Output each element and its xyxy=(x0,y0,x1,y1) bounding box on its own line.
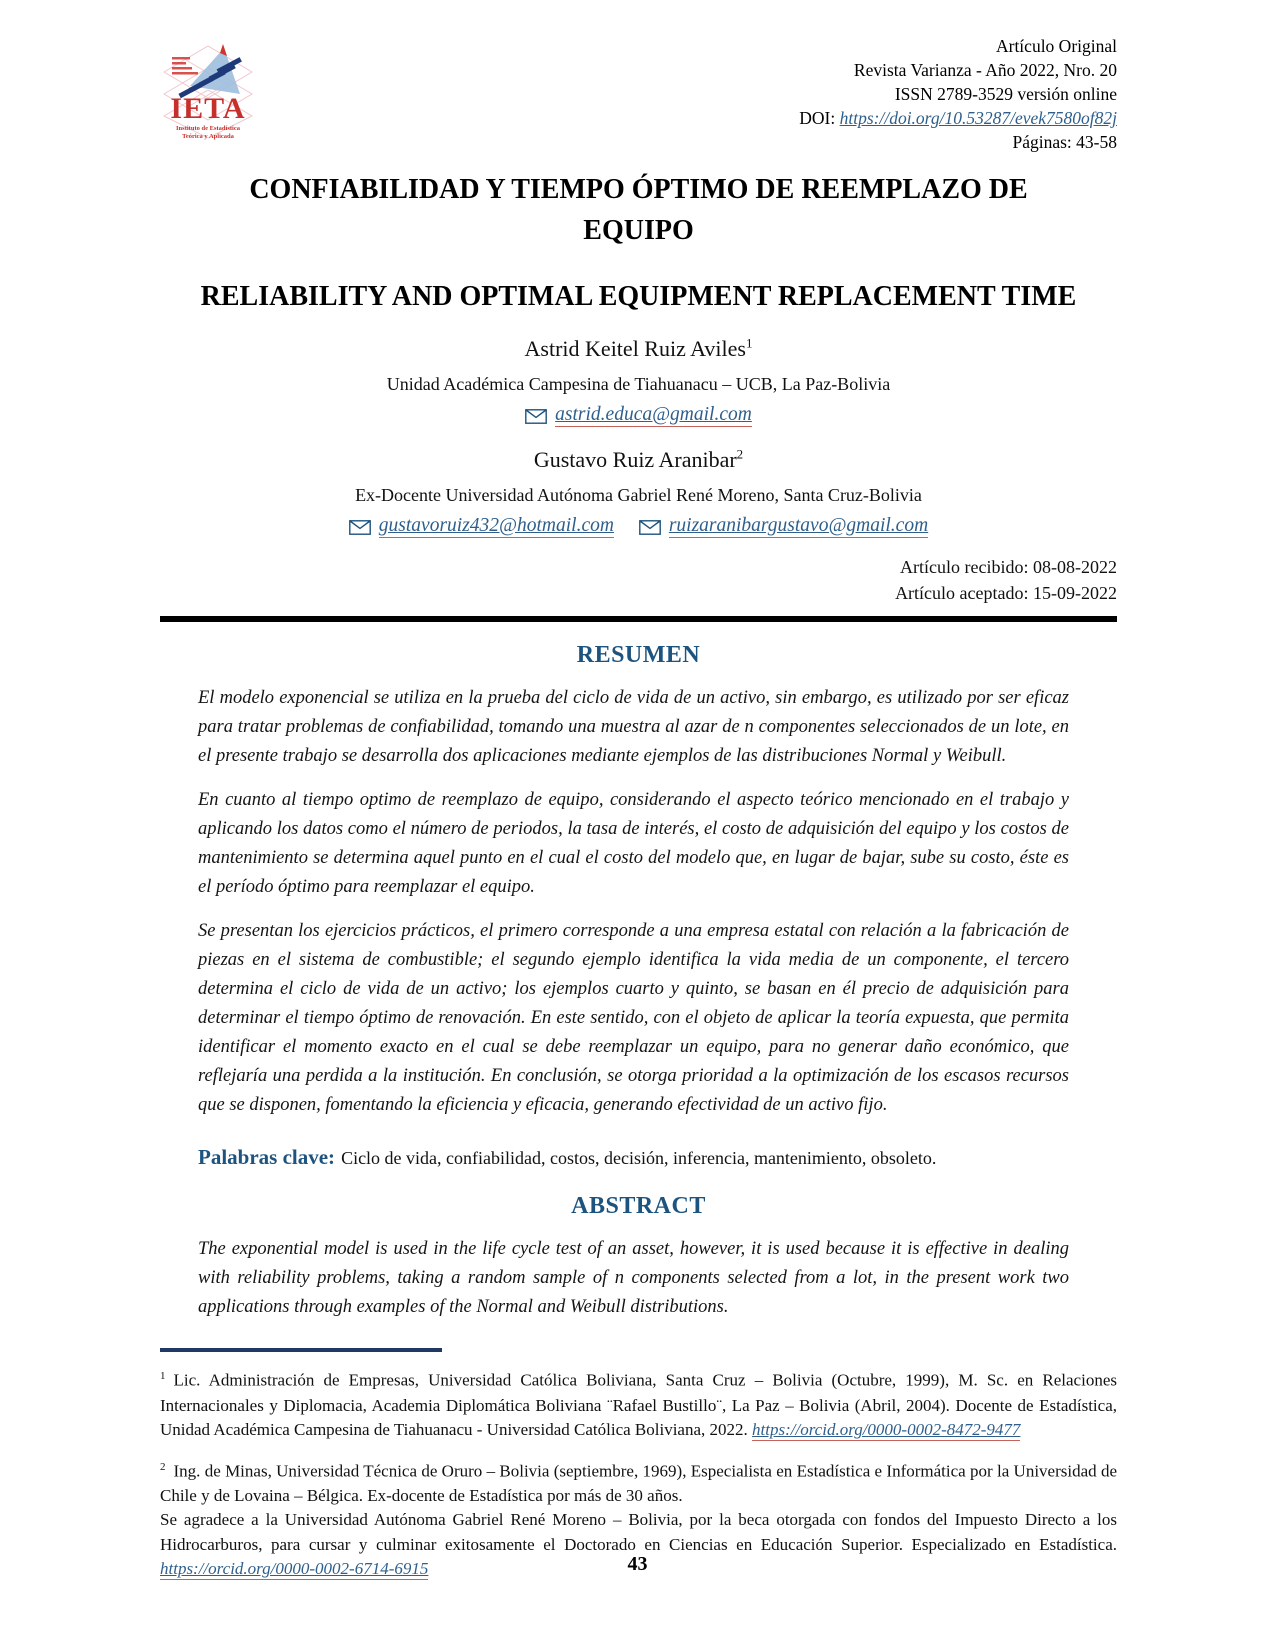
envelope-icon xyxy=(525,409,547,424)
author-1-email-row xyxy=(160,404,1117,429)
resumen-paragraph-2: En cuanto al tiempo optimo de reemplazo de equipo, considerando el aspecto teórico mencionado en el trabajo y aplicando los datos como el número de periodos, la tasa de interés, el costo de adquisición del equipo y los costos de mantenimiento se determina aquel punto en el cual el costo del modelo que, en lugar de bajar, sube su costo, éste es el período óptimo para reemplazar el equipo. xyxy=(198,789,1069,897)
title-block xyxy=(199,170,1079,318)
page-title-spanish: CONFIABILIDAD Y TIEMPO ÓPTIMO DE REEMPLAZO DE EQUIPO xyxy=(249,174,1028,246)
author-2-footnote-marker: 2 xyxy=(736,446,744,462)
date-received: Artículo recibido: 08-08-2022 xyxy=(900,556,1117,577)
footnote-2-marker: 2 xyxy=(160,1460,166,1473)
footnote-1-text: Lic. Administración de Empresas, Universidad Católica Boliviana, Santa Cruz – Bolivia (Octubre, 1999), M. Sc. en Relaciones Internacionales y Diplomacia, Academia Diplomática Boliviana ¨Rafael Bustillo¨, La Paz – Bolivia (Abril, 2004). Docente de Estadística, Unidad Académica Campesina de Tiahuanacu - Universidad Católica Boliviana, 2022. xyxy=(160,1371,1117,1440)
page-header xyxy=(160,34,1117,154)
author-1-affiliation: Unidad Académica Campesina de Tiahuanacu – UCB, La Paz-Bolivia xyxy=(386,373,891,394)
date-accepted: Artículo aceptado: 15-09-2022 xyxy=(895,582,1117,603)
footnote-1-marker: 1 xyxy=(160,1370,166,1383)
envelope-icon xyxy=(349,520,371,535)
resumen-paragraph-1: El modelo exponencial se utiliza en la prueba del ciclo de vida de un activo, sin embargo, es utilizado por ser eficaz para tratar problemas de confiabilidad, tomando una muestra al azar de n componentes seleccionados de un lote, en el presente trabajo se desarrolla dos aplicaciones mediante ejemplos de las distribuciones Normal y Weibull. xyxy=(198,687,1069,766)
author-1-email-link[interactable]: astrid.educa@gmail.com xyxy=(555,404,752,428)
footnote-separator xyxy=(160,1348,442,1352)
author-2-email-link-1[interactable]: gustavoruiz432@hotmail.com xyxy=(379,515,614,539)
abstract-paragraph: The exponential model is used in the life cycle test of an asset, however, it is used because it is effective in dealing with reliability problems, taking a random sample of n components selected from a lot, in the present work two applications through examples of the Normal and Weibull distributions. xyxy=(198,1239,1069,1318)
page-number: 43 xyxy=(627,1553,648,1575)
author-name-1: Astrid Keitel Ruiz Aviles$^1$ xyxy=(524,335,753,361)
pages-line: Páginas: 43-58 xyxy=(1012,132,1117,152)
keywords-text: Ciclo de vida, confiabilidad, costos, decisión, inferencia, mantenimiento, obsoleto. xyxy=(341,1147,937,1168)
header-divider xyxy=(160,616,1117,622)
doi-line xyxy=(799,106,1117,130)
author-2-email-row xyxy=(160,515,1117,540)
resumen-paragraph-3: Se presentan los ejercicios prácticos, el primero corresponde a una empresa estatal con relación a la fabricación de piezas en el sistema de combustible; el segundo ejemplo identifica la vida media de un componente, el tercero determina el ciclo de vida de un activo; los ejemplos cuarto y quinto, se basan en él precio de adquisición para determinar el tiempo óptimo de renovación. En este sentido, con el objeto de aplicar la teoría expuesta, que permita identificar el momento exacto en el cual se debe reemplazar un equipo, para no generar daño económico, que reflejaría una perdida a la institución. En conclusión, se otorga prioridad a la optimización de los escasos recursos que se disponen, fomentando la eficiencia y eficacia, generando efectividad de un activo fijo. xyxy=(198,920,1069,1115)
footnote-2-orcid-link[interactable]: https://orcid.org/0000-0002-6714-6915 xyxy=(160,1559,429,1579)
footnote-area xyxy=(160,1348,1117,1581)
logo-acronym: IETA xyxy=(170,92,246,125)
author-2-affiliation: Ex-Docente Universidad Autónoma Gabriel René Moreno, Santa Cruz-Bolivia xyxy=(355,484,922,505)
footnote-2-text: Ing. de Minas, Universidad Técnica de Oruro – Bolivia (septiembre, 1969), Especialista en Estadística e Informática por la Universidad de Chile y de Lovaina – Bélgica. Ex-docente de Estadística por más de 30 años. xyxy=(160,1461,1117,1505)
article-type: Artículo Original xyxy=(995,36,1117,56)
doi-link[interactable]: https://doi.org/10.53287/evek7580of82j xyxy=(839,108,1117,128)
keywords-line xyxy=(198,1142,1069,1174)
logo-tagline: Instituto de Estadística Teórica y Aplicada xyxy=(176,125,240,141)
author-name-2: Gustavo Ruiz Aranibar$^2$ xyxy=(533,446,744,472)
keywords-label: Palabras clave: xyxy=(198,1144,336,1169)
section-heading-resumen: RESUMEN xyxy=(576,641,701,668)
envelope-icon xyxy=(639,520,661,535)
author-1-footnote-marker: 1 xyxy=(745,335,753,351)
abstract-body xyxy=(198,1235,1069,1322)
footnote-1-orcid-link[interactable]: https://orcid.org/0000-0002-8472-9477 xyxy=(752,1420,1021,1440)
byline xyxy=(160,334,1117,540)
article-dates xyxy=(160,554,1117,606)
issn-line: ISSN 2789-3529 versión online xyxy=(894,84,1117,104)
footnote-2-text-2: Se agradece a la Universidad Autónoma Gabriel René Moreno – Bolivia, por la beca otorgada con fondos del Impuesto Directo a los Hidrocarburos, para cursar y culminar exitosamente el Doctorado en Ciencias en Educación Superior. Especializado en Estadística. https://orcid.org/0000-0002-6714-6915 xyxy=(160,1510,1117,1579)
header-info xyxy=(799,34,1117,154)
author-2-email-link-2[interactable]: ruizaranibargustavo@gmail.com xyxy=(669,515,928,539)
doi-label: DOI: xyxy=(799,108,840,128)
section-heading-abstract: ABSTRACT xyxy=(571,1193,706,1220)
journal-line: Revista Varianza - Año 2022, Nro. 20 xyxy=(853,60,1117,80)
resumen-body xyxy=(198,684,1069,1120)
ieta-logo xyxy=(160,42,256,142)
footnote-1 xyxy=(160,1364,1117,1442)
page-title-english: RELIABILITY AND OPTIMAL EQUIPMENT REPLACEMENT TIME xyxy=(200,281,1077,313)
